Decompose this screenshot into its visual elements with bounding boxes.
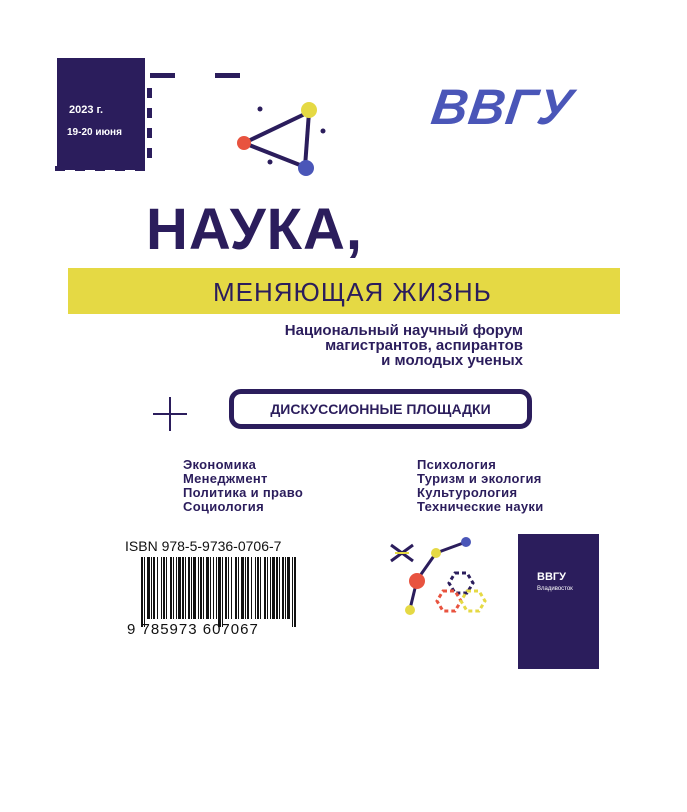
topics-list-left [183,458,303,514]
topic-item: Туризм и экология [417,471,542,486]
barcode-icon [141,557,299,627]
topics-list-right [417,458,544,514]
forum-line: Национальный научный форум [284,322,523,339]
discussion-platforms-label: ДИСКУССИОННЫЕ ПЛОЩАДКИ [270,401,491,417]
cover-subtitle: МЕНЯЮЩАЯ ЖИЗНЬ [213,277,492,307]
cover-title: НАУКА, [146,197,364,262]
forum-line: и молодых ученых [381,352,523,369]
discussion-platforms-badge [229,389,532,429]
dashed-corner-icon [55,58,255,173]
forum-description [220,323,523,368]
topic-item: Политика и право [183,485,304,500]
molecule-cluster-icon [383,533,503,628]
triangle-molecule-icon [230,95,330,180]
forum-line: магистрантов, аспирантов [325,337,523,354]
vvgu-logo: ВВГУ [428,79,577,135]
plus-icon [153,397,187,431]
isbn-text: ISBN 978-5-9736-0706-7 [125,538,282,554]
barcode-digits: 9 785973 607067 [127,621,259,638]
event-dates: 19-20 июня [67,127,122,138]
topic-item: Экономика [183,457,257,472]
mini-logo: ВВГУ [537,571,566,583]
mini-book-cover [518,534,599,669]
topic-item: Культурология [417,485,518,500]
topic-item: Технические науки [417,499,544,514]
event-year: 2023 г. [69,104,104,116]
topic-item: Социология [183,499,264,514]
topic-item: Психология [417,457,497,472]
topic-item: Менеджмент [183,471,268,486]
mini-city: Владивосток [537,586,573,592]
